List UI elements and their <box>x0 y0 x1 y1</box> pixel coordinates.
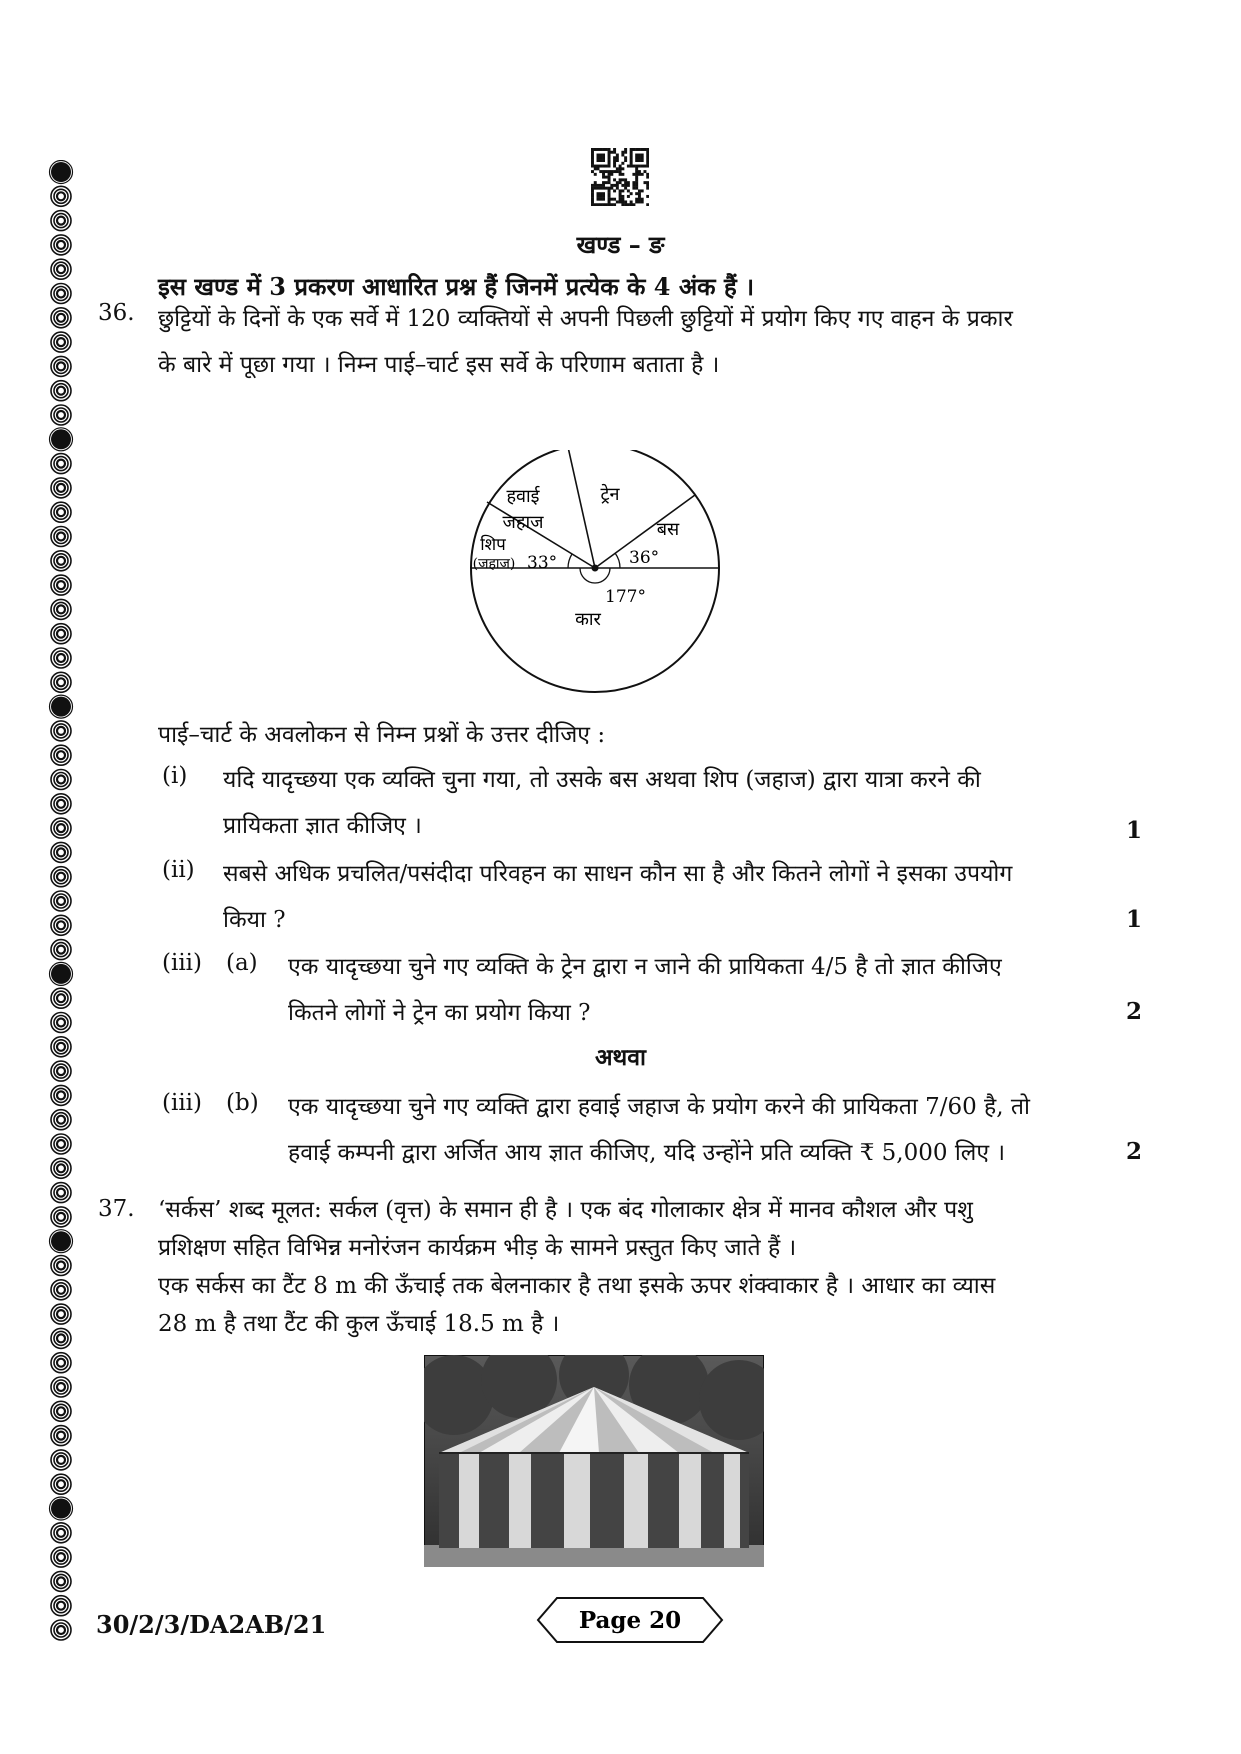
margin-circle <box>51 405 71 425</box>
margin-circle <box>51 1450 71 1470</box>
q36-instruction: पाई–चार्ट के अवलोकन से निम्न प्रश्नों के उत्तर दीजिए : <box>158 722 606 748</box>
q36-text <box>158 296 1093 388</box>
q37-line-1: ‘सर्कस’ शब्द मूलत: सर्कल (वृत्त) के समान ही है । एक बंद गोलाकार क्षेत्र में मानव कौशल और पशु <box>158 1197 973 1223</box>
margin-circle <box>50 428 73 451</box>
sub-question-i-text <box>223 757 1103 849</box>
or-separator: अथवा <box>594 1044 646 1071</box>
angle-arc-bus <box>615 553 620 568</box>
sub-question-iii-b-text <box>288 1084 1103 1176</box>
sub-question-i-line-1: यदि यादृच्छया एक व्यक्ति चुना गया, तो उसके बस अथवा शिप (जहाज) द्वारा यात्रा करने की <box>223 767 981 793</box>
margin-circle <box>51 1474 71 1494</box>
margin-circle <box>51 1085 71 1105</box>
pie-chart <box>450 450 740 700</box>
margin-circle <box>51 1377 71 1397</box>
margin-circle <box>51 1304 71 1324</box>
pie-angle-car: 177° <box>605 587 646 607</box>
page-number: Page 20 <box>578 1607 682 1634</box>
margin-circle <box>51 1013 71 1033</box>
sub-question-label-ii: (ii) <box>162 857 195 883</box>
sub-question-iii-a-text <box>288 944 1103 1036</box>
margin-circle <box>51 478 71 498</box>
margin-circle <box>51 891 71 911</box>
margin-circle <box>51 940 71 960</box>
margin-circle <box>51 575 71 595</box>
q36-line-2: के बारे में पूछा गया । निम्न पाई–चार्ट इस सर्वे के परिणाम बताता है । <box>158 352 720 378</box>
sub-question-ii-line-1: सबसे अधिक प्रचलित/पसंदीदा परिवहन का साधन कौन सा है और कितने लोगों ने इसका उपयोग <box>223 861 1013 887</box>
margin-circle <box>51 284 71 304</box>
margin-circle <box>51 672 71 692</box>
pie-label-ship-1: शिप <box>480 535 506 555</box>
margin-circle <box>51 818 71 838</box>
margin-circle <box>50 962 73 985</box>
margin-circle <box>51 624 71 644</box>
sub-question-iii-b-line-1: एक यादृच्छया चुने गए व्यक्ति द्वारा हवाई जहाज के प्रयोग करने की प्रायिकता 7/60 है, तो <box>288 1094 1030 1120</box>
qr-code-icon <box>591 148 649 206</box>
margin-circle <box>51 332 71 352</box>
sub-question-part-a: (a) <box>226 950 258 976</box>
pie-angle-bus: 36° <box>629 548 660 568</box>
q37-text <box>158 1191 1093 1343</box>
margin-circle <box>51 721 71 741</box>
margin-circle <box>51 527 71 547</box>
pie-label-car: कार <box>575 609 601 630</box>
marks-i: 1 <box>1125 817 1142 844</box>
pie-center <box>592 565 599 572</box>
sub-question-iii-a-line-1: एक यादृच्छया चुने गए व्यक्ति के ट्रेन द्वारा न जाने की प्रायिकता 4/5 है तो ज्ञात कीजिए <box>288 954 1002 980</box>
margin-circle <box>51 770 71 790</box>
margin-circle <box>50 1230 73 1253</box>
margin-circle <box>51 1547 71 1567</box>
circus-tent-photo <box>424 1355 764 1567</box>
margin-circle <box>51 259 71 279</box>
marks-iii-a: 2 <box>1125 998 1142 1025</box>
margin-circle <box>51 1523 71 1543</box>
margin-circle <box>51 745 71 765</box>
sub-question-label-i: (i) <box>162 763 188 789</box>
margin-circle <box>51 1596 71 1616</box>
margin-circle <box>51 1280 71 1300</box>
margin-circle <box>51 381 71 401</box>
angle-arc-ship <box>568 554 572 568</box>
margin-circle <box>51 599 71 619</box>
margin-circle <box>51 502 71 522</box>
sub-question-label-iii-b: (iii) <box>162 1090 203 1116</box>
pie-label-air-1: हवाई <box>506 486 540 507</box>
question-number-36: 36. <box>98 300 135 326</box>
pie-label-train: ट्रेन <box>600 484 620 505</box>
pie-radius-train-air <box>568 450 595 568</box>
sub-question-iii-b-line-2: हवाई कम्पनी द्वारा अर्जित आय ज्ञात कीजिए, यदि उन्होंने प्रति व्यक्ति ₹ 5,000 लिए । <box>288 1140 1006 1166</box>
margin-circle <box>51 1426 71 1446</box>
margin-circle <box>51 1571 71 1591</box>
page-number-badge <box>535 1595 725 1645</box>
sub-question-label-iii-a: (iii) <box>162 950 203 976</box>
margin-circle-strip <box>44 160 78 1645</box>
margin-circle <box>50 161 73 184</box>
margin-circle <box>51 454 71 474</box>
pie-label-air-2: जहाज <box>502 512 544 533</box>
margin-circle <box>51 867 71 887</box>
margin-circle <box>51 1110 71 1130</box>
q37-line-2: प्रशिक्षण सहित विभिन्न मनोरंजन कार्यक्रम भीड़ के सामने प्रस्तुत किए जाते हैं । <box>158 1235 797 1261</box>
pie-label-ship-2: (जहाज) <box>472 556 516 572</box>
margin-circle <box>51 988 71 1008</box>
margin-circle <box>51 842 71 862</box>
sub-question-part-b: (b) <box>226 1090 259 1116</box>
section-note: इस खण्ड में 3 प्रकरण आधारित प्रश्न हैं जिनमें प्रत्येक के 4 अंक हैं । <box>158 272 755 301</box>
margin-circle <box>51 648 71 668</box>
margin-circle <box>51 308 71 328</box>
margin-circle <box>51 1207 71 1227</box>
sub-question-ii-line-2: किया ? <box>223 907 286 933</box>
margin-circle <box>51 551 71 571</box>
margin-circle <box>51 1401 71 1421</box>
margin-circle <box>51 1328 71 1348</box>
pie-label-bus: बस <box>656 519 680 540</box>
question-number-37: 37. <box>98 1196 135 1222</box>
margin-circle <box>50 1497 73 1520</box>
margin-circle <box>51 794 71 814</box>
margin-circle <box>51 1256 71 1276</box>
paper-code: 30/2/3/DA2AB/21 <box>96 1610 327 1639</box>
margin-circle <box>51 1353 71 1373</box>
margin-circle <box>50 695 73 718</box>
pie-angle-ship: 33° <box>527 553 558 573</box>
q36-line-1: छुट्टियों के दिनों के एक सर्वे में 120 व्यक्तियों से अपनी पिछली छुट्टियों में प्रयोग किए गए वाहन के प्रकार <box>158 306 1013 332</box>
sub-question-ii-text <box>223 851 1103 943</box>
sub-question-i-line-2: प्रायिकता ज्ञात कीजिए । <box>223 813 422 839</box>
sub-question-iii-a-line-2: कितने लोगों ने ट्रेन का प्रयोग किया ? <box>288 1000 591 1026</box>
section-title: खण्ड – ङ <box>576 230 665 259</box>
marks-iii-b: 2 <box>1125 1138 1142 1165</box>
margin-circle <box>51 1620 71 1640</box>
margin-circle <box>51 1134 71 1154</box>
q37-line-3: एक सर्कस का टैंट 8 m की ऊँचाई तक बेलनाकार है तथा इसके ऊपर शंक्वाकार है । आधार का व्यास <box>158 1273 996 1299</box>
margin-circle <box>51 1158 71 1178</box>
q37-line-4: 28 m है तथा टैंट की कुल ऊँचाई 18.5 m है । <box>158 1311 560 1337</box>
margin-circle <box>51 356 71 376</box>
margin-circle <box>51 186 71 206</box>
margin-circle <box>51 915 71 935</box>
margin-circle <box>51 1183 71 1203</box>
marks-ii: 1 <box>1125 906 1142 933</box>
